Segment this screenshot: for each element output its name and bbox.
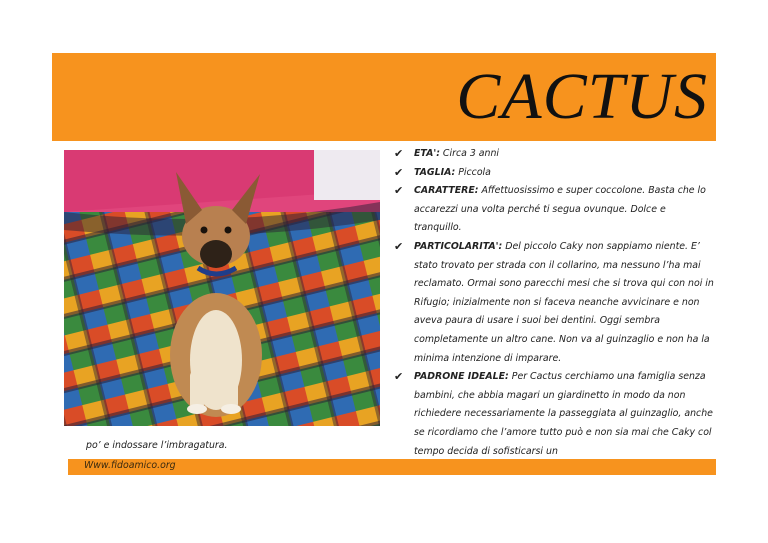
list-item: ✔ PARTICOLARITA': Del piccolo Caky non sappiamo niente. E’ stato trovato per strada con il collarino, ma nessuno l’ha mai reclamato. Ormai sono parecchi mesi che si trova qui con noi in Rifugio; inizialmente non si faceva neanche avvicinare e non aveva paura di usare i suoi bei dentini. Oggi sembra completamente un altro cane. Non va al guinzaglio e non ha la minima intenzione di imparare. (394, 239, 714, 364)
website-link[interactable]: Www.fidoamico.org (84, 460, 176, 471)
list-item: ✔ CARATTERE: Affettuosissimo e super coccolone. Basta che lo accarezzi una volta perché ti segua ovunque. Dolce e tranquillo. (394, 184, 706, 234)
list-item: ✔ TAGLIA: Piccola (392, 164, 714, 183)
checkmark-icon: ✔ (394, 370, 404, 384)
checkmark-icon: ✔ (394, 165, 404, 179)
checkmark-icon: ✔ (394, 239, 404, 253)
dog-photo (64, 150, 380, 426)
checkmark-icon: ✔ (394, 147, 404, 160)
continued-text: po’ e indossare l’imbragatura. (86, 440, 228, 451)
checkmark-icon: ✔ (394, 184, 404, 198)
footer-bar (68, 459, 716, 475)
page-title: CACTUS (456, 60, 708, 133)
list-item: ✔ ETA': Circa 3 anni (392, 145, 714, 164)
dog-info-list (392, 145, 714, 461)
list-item: ✔ PADRONE IDEALE: Per Cactus cerchiamo una famiglia senza bambini, che abbia magari un giardinetto in modo da non richiedere necessariamente la passeggiata al guinzaglio, anche se ricordiamo che l’amore tutto può e non sia mai che Caky col tempo decida di sofisticarsi un (394, 370, 713, 457)
title-banner (52, 53, 716, 141)
